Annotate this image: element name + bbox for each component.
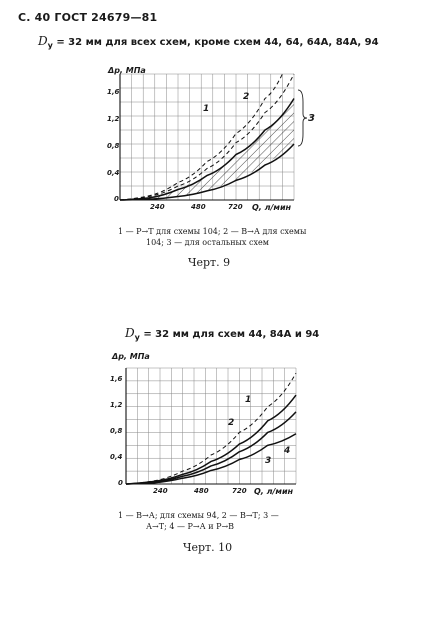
figure-9-xlabel: Q, л/мин xyxy=(252,203,292,212)
dy-subscript: у xyxy=(134,333,140,342)
page-header: С. 40 ГОСТ 24679—81 xyxy=(18,11,158,24)
dy-symbol: D xyxy=(38,34,48,48)
curve-label-2: 2 xyxy=(228,418,235,428)
figure-9-chart xyxy=(90,62,330,222)
subtitle-text: = 32 мм для схем 44, 84А и 94 xyxy=(139,329,320,340)
ytick-label: 0,4 xyxy=(110,453,123,461)
figure-10-caption-line1: 1 — В→А; для схемы 94, 2 — В→Т; 3 — xyxy=(118,511,279,520)
figure-10-title: Черт. 10 xyxy=(183,541,233,554)
curve-label-4: 4 xyxy=(284,446,291,456)
xtick-label: 240 xyxy=(150,203,165,211)
ytick-label: 1,6 xyxy=(110,375,123,383)
dy-subscript: у xyxy=(47,41,53,50)
figure-9-ylabel: Δp, МПа xyxy=(108,66,146,75)
figure-10-xlabel: Q, л/мин xyxy=(254,487,294,496)
figure-9-caption-line2: 104; 3 — для остальных схем xyxy=(146,238,269,247)
series-line-1 xyxy=(126,373,296,484)
xtick-label: 240 xyxy=(153,487,168,495)
ytick-label: 1,2 xyxy=(107,115,120,123)
ytick-label: 0 xyxy=(118,479,123,487)
xtick-label: 480 xyxy=(194,487,209,495)
ytick-label: 0,4 xyxy=(107,169,120,177)
figure-10-subtitle xyxy=(125,326,319,340)
figure-10-ylabel: Δp, МПа xyxy=(112,352,150,361)
figure-9-subtitle xyxy=(38,34,379,48)
dy-symbol: D xyxy=(125,326,135,340)
figure-10-caption-line2: А→Т; 4 — Р→А и Р→В xyxy=(146,522,235,531)
curve-label-2: 2 xyxy=(243,92,250,102)
figure-10-chart xyxy=(90,352,330,502)
xtick-label: 720 xyxy=(232,487,247,495)
curve-label-3: 3 xyxy=(265,456,272,466)
figure-9-caption-line1: 1 — Р→Т для схемы 104; 2 — В→А для схемы xyxy=(118,227,307,236)
ytick-label: 1,6 xyxy=(107,88,120,96)
xtick-label: 480 xyxy=(191,203,206,211)
ytick-label: 0 xyxy=(114,195,119,203)
figure-9-title: Черт. 9 xyxy=(188,256,231,269)
curve-label-3: 3 xyxy=(308,113,315,124)
xtick-label: 720 xyxy=(228,203,243,211)
ytick-label: 1,2 xyxy=(110,401,123,409)
series-line-3 xyxy=(126,412,296,484)
curve-label-1: 1 xyxy=(245,395,252,405)
subtitle-text: = 32 мм для всех схем, кроме схем 44, 64, 64А, 84А, 94 xyxy=(52,37,379,48)
bracket-3 xyxy=(296,88,308,148)
ytick-label: 0,8 xyxy=(107,142,120,150)
ytick-label: 0,8 xyxy=(110,427,123,435)
curve-label-1: 1 xyxy=(203,104,210,114)
